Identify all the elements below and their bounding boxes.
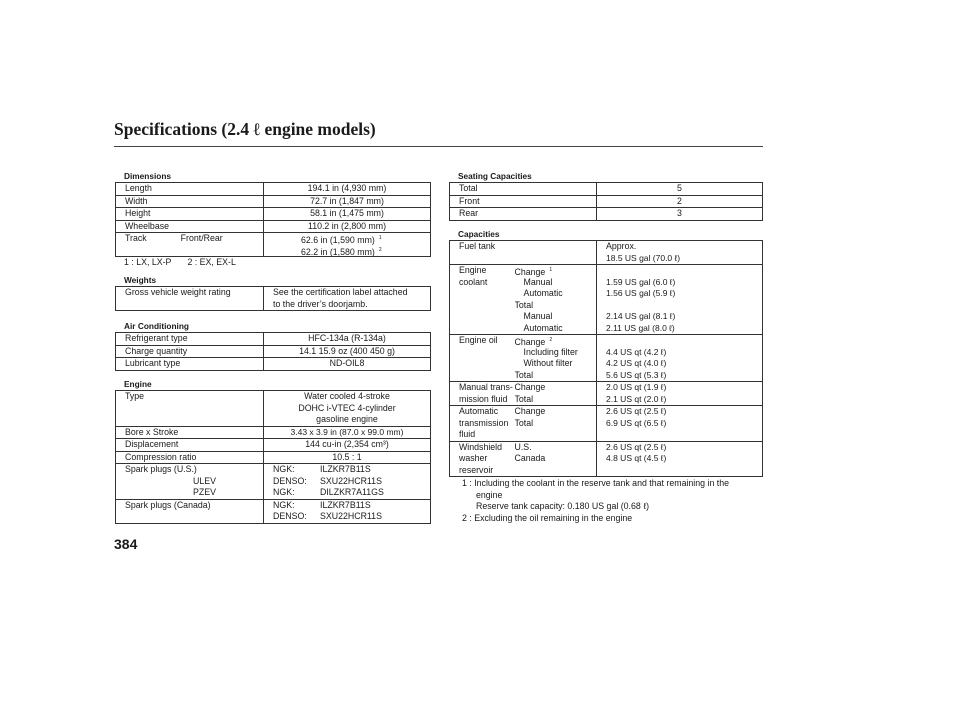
row-label: Compression ratio [116,451,264,464]
coolant-change-label: Change [514,266,546,277]
weights-table [115,286,431,311]
table-row [116,333,431,346]
row-value: 144 cu-in (2,354 cm³) [264,439,431,452]
capacities-title: Capacities [458,229,500,239]
table-row [450,195,763,208]
at-label: fluid [459,429,476,439]
washer-canada-value: 4.8 US qt (4.5 ℓ) [606,453,667,463]
table-row [116,426,431,439]
washer-label: Windshield [459,441,503,452]
spark-us-label: Spark plugs (U.S.) [125,464,197,474]
spark-brand: NGK: [273,487,295,497]
weights-value-line: See the certification label attached [273,287,408,297]
oil-total-label: Total [514,369,534,380]
row-label: Front [450,195,597,208]
track-footnote-ref: 1 [378,235,382,241]
spark-brand: NGK: [273,464,295,474]
coolant-total-manual-value: 2.14 US gal (8.1 ℓ) [606,311,676,321]
table-row [450,183,763,196]
coolant-total-label: Total [514,299,534,310]
spark-us-ulev-label: ULEV [193,475,216,486]
row-value [597,382,763,406]
row-label: Refrigerant type [116,333,264,346]
row-label: Displacement [116,439,264,452]
footnote-ref: 2 [549,337,553,343]
washer-us-label: U.S. [514,441,532,452]
mt-total-label: Total [514,393,534,404]
engine-table [115,390,431,524]
engine-type-line: Water cooled 4-stroke [304,391,390,401]
row-value: ND-OIL8 [264,358,431,371]
weights-value-line: to the driver’s doorjamb. [273,298,368,309]
capacities-footnotes [449,478,763,524]
washer-canada-label: Canada [514,453,546,463]
fuel-approx: Approx. [606,241,637,251]
oil-incl-value: 4.4 US qt (4.2 ℓ) [606,346,667,357]
spark-part-number: DILZKR7A11GS [320,487,384,497]
coolant-automatic-label: Automatic [523,322,563,333]
mt-label: Manual trans- [459,382,513,392]
row-label [450,265,515,335]
seating-table [449,182,763,221]
row-label [450,441,515,477]
spark-part-number: ILZKR7B11S [320,464,371,474]
mt-total-value: 2.1 US qt (2.0 ℓ) [606,393,667,404]
spark-part-number: SXU22HCR11S [320,475,382,486]
track-sub-label: Front/Rear [180,233,223,243]
row-label [116,464,264,500]
spark-brand: DENSO: [273,511,307,521]
capacities-table [449,240,763,477]
capacities-section [449,229,763,524]
dimensions-title: Dimensions [124,171,172,181]
spark-part-number: SXU22HCR11S [320,511,382,521]
air-conditioning-section [115,321,431,371]
row-label: Spark plugs (Canada) [116,499,264,523]
row-label: Fuel tank [450,241,597,265]
spark-brand: NGK: [273,499,295,510]
table-row [116,451,431,464]
coolant-change-manual-value: 1.59 US gal (6.0 ℓ) [606,276,676,287]
row-label: Height [116,208,264,221]
dimensions-section [115,171,431,269]
seating-section [449,171,763,221]
row-sublabels [515,441,597,477]
row-sublabels [515,382,597,406]
table-row [116,499,431,523]
coolant-automatic-label: Automatic [523,288,563,298]
table-row [450,441,763,477]
weights-title: Weights [124,275,157,285]
oil-incl-filter-label: Including filter [523,346,578,357]
at-label: transmission [459,417,509,428]
table-row [116,287,431,311]
dimensions-footnotes [115,257,431,269]
row-label [450,406,515,442]
table-row [116,391,431,427]
row-label: Engine oil [450,335,515,382]
coolant-label: Engine [459,265,487,275]
table-row [450,208,763,221]
oil-without-filter-label: Without filter [523,358,573,368]
spark-brand: DENSO: [273,475,307,486]
coolant-manual-label: Manual [523,276,553,287]
table-row [450,382,763,406]
footnote: 2 : Excluding the oil remaining in the engine [462,512,633,523]
table-row [450,335,763,382]
dimensions-table [115,182,431,257]
footnote: Reserve tank capacity: 0.180 US gal (0.68 ℓ) [476,501,650,511]
coolant-manual-label: Manual [523,311,553,321]
mt-change-label: Change [514,382,546,392]
title-divider [114,146,763,147]
row-value [597,265,763,335]
row-label: Charge quantity [116,345,264,358]
footnote: 1 : Including the coolant in the reserve tank and that remaining in the [462,478,730,488]
oil-change-label: Change [514,336,546,347]
washer-label: reservoir [459,464,494,475]
table-row [116,439,431,452]
row-value: 110.2 in (2,800 mm) [264,220,431,233]
row-label: Bore x Stroke [116,426,264,439]
mt-label: mission fluid [459,393,508,404]
row-label: Gross vehicle weight rating [116,287,264,311]
washer-label: washer [459,453,488,463]
weights-section [115,275,431,311]
track-value-1: 62.6 in (1,590 mm) [301,234,375,245]
row-value: 3 [597,208,763,221]
table-row [116,345,431,358]
at-change-value: 2.6 US qt (2.5 ℓ) [606,406,667,416]
coolant-total-auto-value: 2.11 US gal (8.0 ℓ) [606,322,675,333]
engine-section [115,379,431,524]
air-conditioning-table [115,332,431,371]
table-row [116,358,431,371]
row-label: Wheelbase [116,220,264,233]
track-footnote-ref: 2 [378,246,382,253]
table-row [116,195,431,208]
engine-type-line: DOHC i-VTEC 4-cylinder [298,402,396,413]
engine-type-line: gasoline engine [316,414,378,424]
row-label: Rear [450,208,597,221]
row-value [597,335,763,382]
row-sublabels [515,406,597,442]
table-row [116,220,431,233]
footnote: engine [476,489,503,500]
track-value-2: 62.2 in (1,580 mm) [301,246,375,257]
table-row [116,233,431,257]
row-value: 14.1 15.9 oz (400 450 g) [264,345,431,358]
row-value [597,441,763,477]
washer-us-value: 2.6 US qt (2.5 ℓ) [606,441,667,452]
fuel-capacity: 18.5 US gal (70.0 ℓ) [606,252,681,263]
row-sublabels [515,265,597,335]
at-label: Automatic [459,406,499,416]
row-value [264,499,431,523]
row-label: Total [450,183,597,196]
table-row [450,406,763,442]
footnote: 1 : LX, LX-P [124,257,172,267]
row-value: 72.7 in (1,847 mm) [264,195,431,208]
row-label [450,382,515,406]
row-value: 3.43 x 3.9 in (87.0 x 99.0 mm) [264,426,431,439]
row-value: 194.1 in (4,930 mm) [264,183,431,196]
table-row [450,241,763,265]
engine-title: Engine [124,379,152,389]
row-value: 10.5 : 1 [264,451,431,464]
table-row [450,265,763,335]
spark-us-pzev-label: PZEV [193,487,216,497]
spark-part-number: ILZKR7B11S [320,499,371,510]
row-value [264,287,431,311]
coolant-label: coolant [459,276,488,287]
table-row [116,464,431,500]
row-value: 5 [597,183,763,196]
row-value [597,406,763,442]
page-title: Specifications (2.4 ℓ engine models) [114,119,376,139]
footnote-ref: 1 [549,267,553,273]
row-value: 2 [597,195,763,208]
table-row [116,208,431,221]
row-value [264,233,431,257]
row-label: Length [116,183,264,196]
row-value [264,391,431,427]
at-total-value: 6.9 US qt (6.5 ℓ) [606,417,667,428]
row-value: 58.1 in (1,475 mm) [264,208,431,221]
row-sublabels [515,335,597,382]
footnote: 2 : EX, EX-L [187,257,236,267]
row-value [597,241,763,265]
oil-excl-value: 4.2 US qt (4.0 ℓ) [606,358,667,368]
air-conditioning-title: Air Conditioning [124,321,189,331]
row-value: HFC-134a (R-134a) [264,333,431,346]
row-label: Type [116,391,264,427]
track-label: Track [125,233,147,243]
coolant-change-auto-value: 1.56 US gal (5.9 ℓ) [606,288,676,298]
oil-total-value: 5.6 US qt (5.3 ℓ) [606,369,667,380]
row-label: Lubricant type [116,358,264,371]
at-change-label: Change [514,406,546,416]
row-value [264,464,431,500]
page-number: 384 [114,536,138,552]
at-total-label: Total [514,417,534,428]
seating-title: Seating Capacities [458,171,532,181]
row-label: Width [116,195,264,208]
mt-change-value: 2.0 US qt (1.9 ℓ) [606,382,667,392]
row-label [116,233,264,257]
table-row [116,183,431,196]
